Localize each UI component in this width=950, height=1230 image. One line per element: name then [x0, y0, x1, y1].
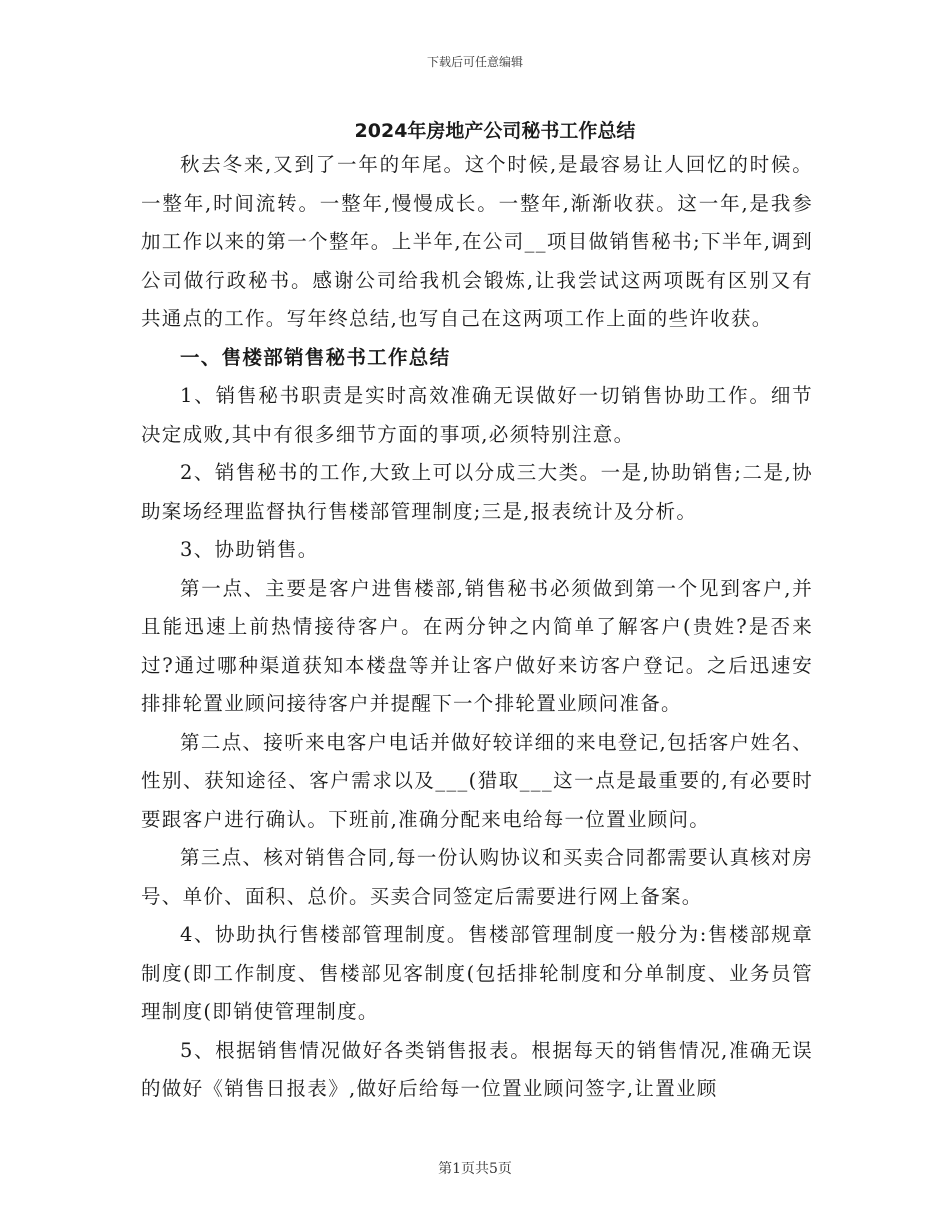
paragraph-point-1: 第一点、主要是客户进售楼部,销售秘书必须做到第一个见到客户,并且能迅速上前热情接待客户。在两分钟之内简单了解客户(贵姓?是否来过?通过哪种渠道获知本楼盘等并让客户做好来访客户登记。之后迅速安排排轮置业顾问接待客户并提醒下一个排轮置业顾问准备。 [141, 576, 813, 715]
document-title: 2024年房地产公司秘书工作总结 [354, 120, 636, 142]
paragraph-item-4: 4、协助执行售楼部管理制度。售楼部管理制度一般分为:售楼部规章制度(即工作制度、售楼部见客制度(包括排轮制度和分单制度、业务员管理制度(即销使管理制度。 [141, 923, 813, 1023]
section-heading: 一、售楼部销售秘书工作总结 [180, 345, 451, 369]
document-body [141, 146, 813, 1109]
paragraph-item-3: 3、协助销售。 [180, 538, 319, 561]
paragraph-item-2: 2、销售秘书的工作,大致上可以分成三大类。一是,协助销售;二是,协助案场经理监督执行售楼部管理制度;三是,报表统计及分析。 [141, 461, 813, 523]
header-note: 下载后可任意编辑 [426, 55, 523, 69]
paragraph-point-3: 第三点、核对销售合同,每一份认购协议和买卖合同都需要认真核对房号、单价、面积、总价。买卖合同签定后需要进行网上备案。 [141, 846, 813, 908]
paragraph-item-1: 1、销售秘书职责是实时高效准确无误做好一切销售协助工作。细节决定成败,其中有很多细节方面的事项,必须特别注意。 [141, 384, 813, 446]
paragraph-item-5: 5、根据销售情况做好各类销售报表。根据每天的销售情况,准确无误的做好《销售日报表》,做好后给每一位置业顾问签字,让置业顾 [141, 1038, 813, 1100]
paragraph-point-2: 第二点、接听来电客户电话并做好较详细的来电登记,包括客户姓名、性别、获知途径、客户需求以及___(猎取___这一点是最重要的,有必要时要跟客户进行确认。下班前,准确分配来电给每一位置业顾问。 [141, 730, 813, 831]
paragraph-intro: 秋去冬来,又到了一年的年尾。这个时候,是最容易让人回忆的时候。一整年,时间流转。一整年,慢慢成长。一整年,渐渐收获。这一年,是我参加工作以来的第一个整年。上半年,在公司__项目做销售秘书;下半年,调到公司做行政秘书。感谢公司给我机会锻炼,让我尝试这两项既有区别又有共通点的工作。写年终总结,也写自己在这两项工作上面的些许收获。 [141, 153, 813, 330]
page-number: 第1页共5页 [438, 1161, 512, 1177]
